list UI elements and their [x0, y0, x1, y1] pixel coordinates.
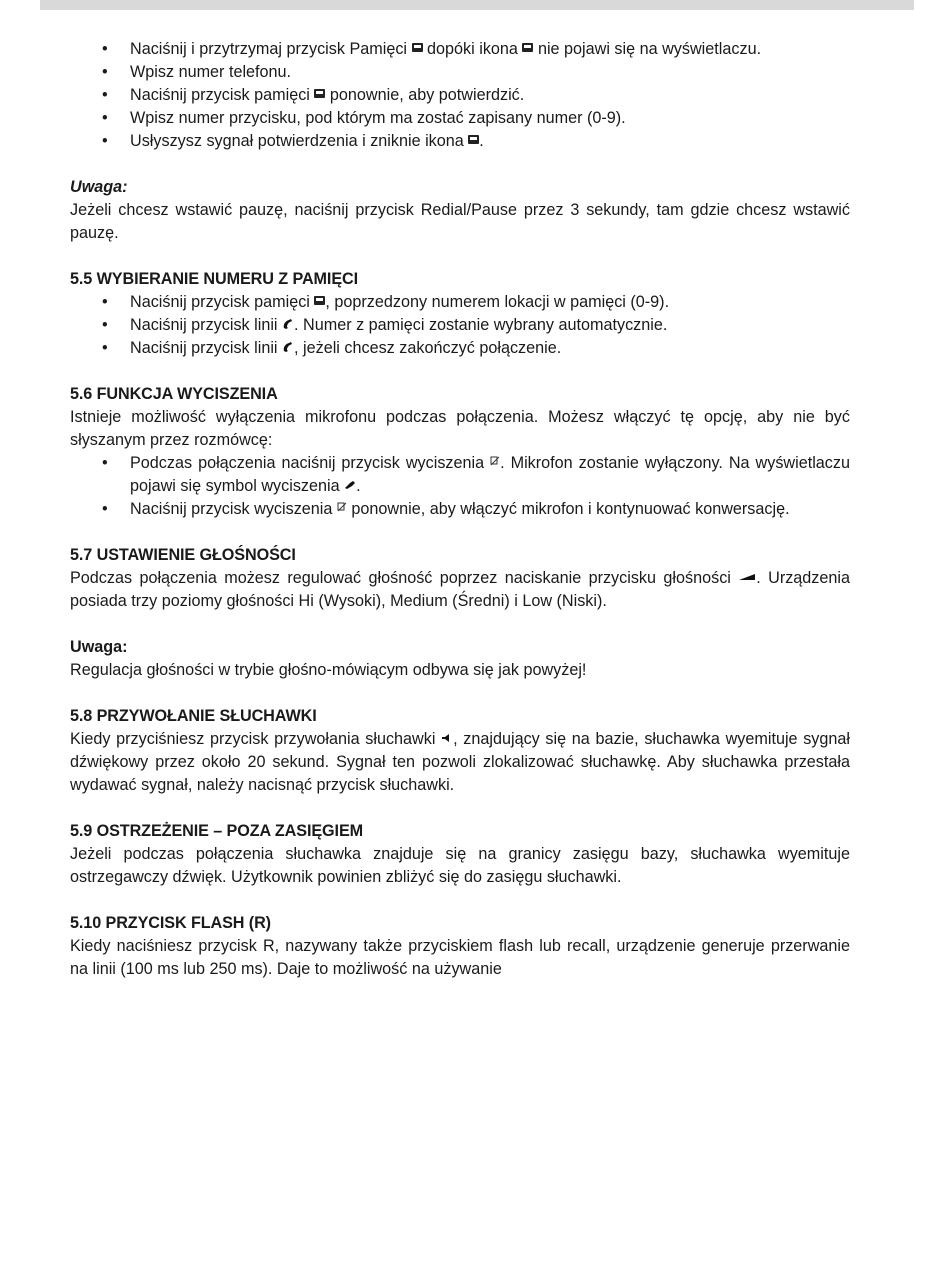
memory-button-icon: [314, 296, 325, 305]
top-page-band: [40, 0, 914, 10]
memory-button-icon: [468, 135, 479, 144]
memory-button-icon: [522, 43, 533, 52]
mute-button-icon: [490, 456, 500, 467]
list-item: • Naciśnij i przytrzymaj przycisk Pamięci dopóki ikona nie pojawi się na wyświetlaczu.: [102, 40, 762, 58]
memory-store-steps: [70, 38, 850, 153]
mute-display-icon: [344, 480, 356, 490]
list-item: • Wpisz numer przycisku, pod którym ma zostać zapisany numer (0-9).: [102, 109, 626, 127]
section-5-8: [70, 705, 850, 797]
note-heading: Uwaga:: [70, 638, 128, 656]
section-text: Jeżeli podczas połączenia słuchawka znajduje się na granicy zasięgu bazy, słuchawka wyemituje ostrzegawczy dźwięk. Użytkownik powinien zbliżyć się do zasięgu słuchawki.: [70, 845, 850, 886]
list-item: • Podczas połączenia naciśnij przycisk wyciszenia . Mikrofon zostanie wyłączony. Na wyświetlaczu pojawi się symbol wyciszenia .: [102, 454, 850, 495]
list-item: • Naciśnij przycisk linii . Numer z pamięci zostanie wybrany automatycznie.: [102, 316, 668, 334]
note-text: Jeżeli chcesz wstawić pauzę, naciśnij przycisk Redial/Pause przez 3 sekundy, tam gdzie chcesz wstawić pauzę.: [70, 201, 850, 242]
section-heading: 5.7 USTAWIENIE GŁOŚNOŚCI: [70, 546, 296, 564]
section-text: Kiedy naciśniesz przycisk R, nazywany także przyciskiem flash lub recall, urządzenie generuje przerwanie na linii (100 ms lub 250 ms). Daje to możliwość na używanie: [70, 937, 850, 978]
list-item: • Naciśnij przycisk linii , jeżeli chcesz zakończyć połączenie.: [102, 339, 562, 357]
list-item: • Naciśnij przycisk pamięci , poprzedzony numerem lokacji w pamięci (0-9).: [102, 293, 670, 311]
section-5-5: [70, 268, 850, 360]
list-item: • Naciśnij przycisk wyciszenia ponownie, aby włączyć mikrofon i kontynuować konwersację.: [102, 500, 790, 518]
section-text: Kiedy przyciśniesz przycisk przywołania słuchawki , znajdujący się na bazie, słuchawka wyemituje sygnał dźwiękowy przez około 20 sekund. Sygnał ten pozwoli zlokalizować słuchawkę. Aby słuchawka przestała wydawać sygnał, należy nacisnąć przycisk słuchawki.: [70, 730, 851, 794]
section-heading: 5.10 PRZYCISK FLASH (R): [70, 914, 271, 932]
mute-button-icon: [337, 502, 347, 513]
section-heading: 5.9 OSTRZEŻENIE – POZA ZASIĘGIEM: [70, 822, 364, 840]
section-text: Istnieje możliwość wyłączenia mikrofonu podczas połączenia. Możesz włączyć tę opcję, aby nie być słyszanym przez rozmówcę:: [70, 408, 850, 449]
section-heading: 5.5 WYBIERANIE NUMERU Z PAMIĘCI: [70, 270, 358, 288]
note-text: Regulacja głośności w trybie głośno-mówiącym odbywa się jak powyżej!: [70, 661, 587, 679]
memory-button-icon: [314, 89, 325, 98]
section-5-6: [70, 383, 850, 521]
volume-icon: [738, 573, 756, 581]
section-5-5-steps: [70, 291, 850, 360]
note-heading: Uwaga:: [70, 178, 128, 196]
memory-button-icon: [412, 43, 423, 52]
section-heading: 5.8 PRZYWOŁANIE SŁUCHAWKI: [70, 707, 317, 725]
list-item: • Wpisz numer telefonu.: [102, 63, 292, 81]
note-volume: [70, 636, 850, 682]
handset-line-icon: [282, 341, 294, 353]
note-pause: [70, 176, 850, 245]
handset-line-icon: [282, 318, 294, 330]
section-heading: 5.6 FUNKCJA WYCISZENIA: [70, 385, 278, 403]
section-5-7: [70, 544, 850, 613]
list-item: • Usłyszysz sygnał potwierdzenia i zniknie ikona .: [102, 132, 484, 150]
section-5-10: [70, 912, 850, 981]
section-5-9: [70, 820, 850, 889]
section-text: Podczas połączenia możesz regulować głośność poprzez naciskanie przycisku głośności . Urządzenia posiada trzy poziomy głośności Hi (Wysoki), Medium (Średni) i Low (Niski).: [70, 569, 851, 610]
paging-icon: [441, 733, 453, 743]
list-item: • Naciśnij przycisk pamięci ponownie, aby potwierdzić.: [102, 86, 525, 104]
document-page: [70, 38, 850, 981]
section-5-6-steps: [70, 452, 850, 521]
